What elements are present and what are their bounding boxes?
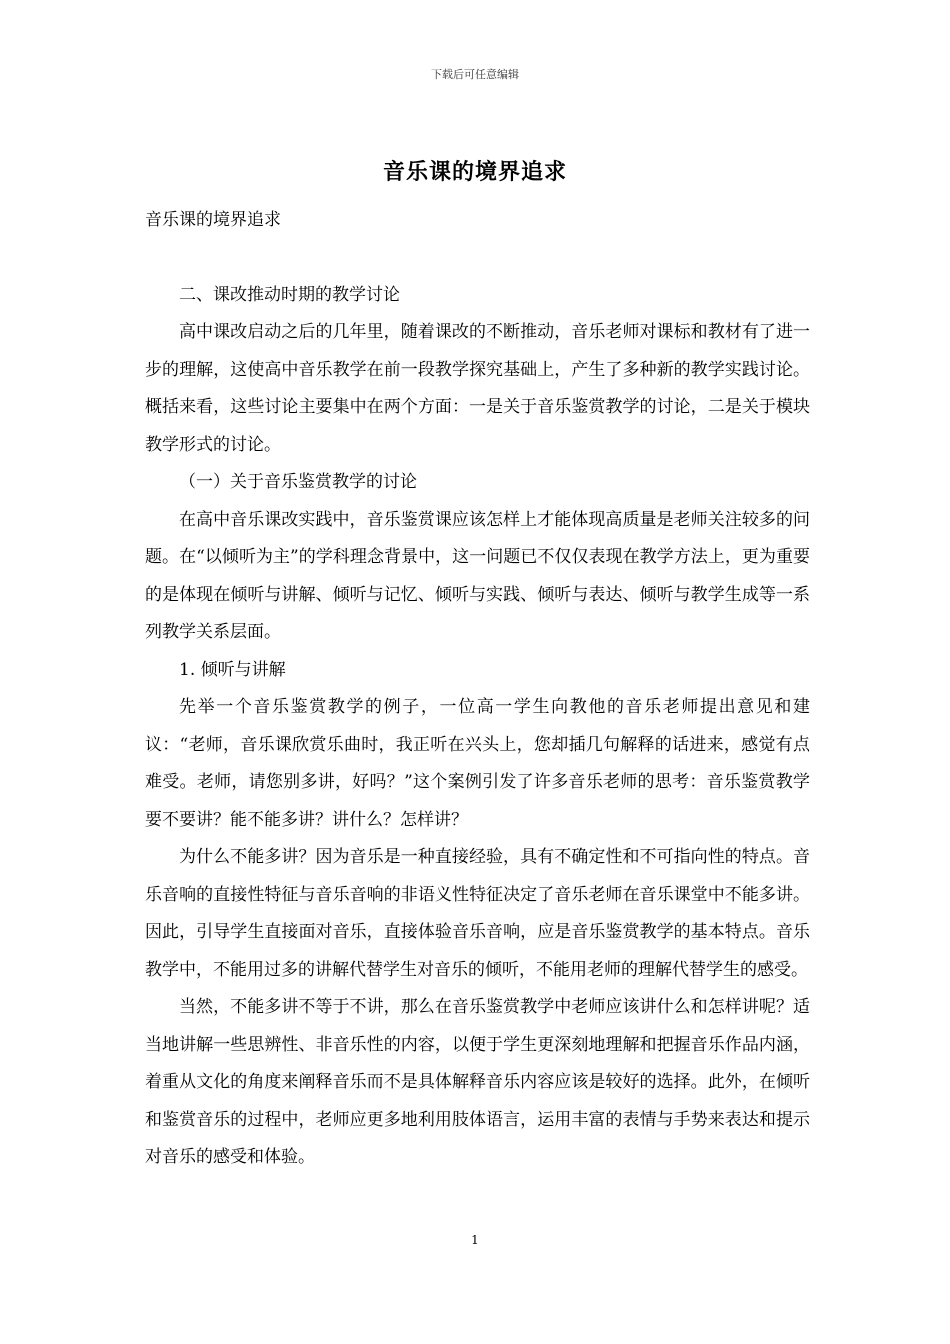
document-title: 音乐课的境界追求 [382,159,567,185]
document-body [145,202,810,1177]
item-heading: 1. 倾听与讲解 [179,659,286,680]
document-subtitle: 音乐课的境界追求 [145,210,281,230]
header-note: 下载后可任意编辑 [431,68,519,81]
subsection-heading: （一）关于音乐鉴赏教学的讨论 [179,472,417,492]
paragraph: 为什么不能多讲？因为音乐是一种直接经验，具有不确定性和不可指向性的特点。音乐音响的直接性特征与音乐音响的非语义性特征决定了音乐老师在音乐课堂中不能多讲。因此，引导学生直接面对音乐，直接体验音乐音响，应是音乐鉴赏教学的基本特点。音乐教学中，不能用过多的讲解代替学生对音乐的倾听，不能用老师的理解代替学生的感受。 [145,847,810,980]
paragraph: 当然，不能多讲不等于不讲，那么在音乐鉴赏教学中老师应该讲什么和怎样讲呢？适当地讲解一些思辨性、非音乐性的内容，以便于学生更深刻地理解和把握音乐作品内涵，着重从文化的角度来阐释音乐而不是具体解释音乐内容应该是较好的选择。此外，在倾听和鉴赏音乐的过程中，老师应更多地利用肢体语言，运用丰富的表情与手势来表达和提示对音乐的感受和体验。 [145,997,810,1167]
paragraph: 高中课改启动之后的几年里，随着课改的不断推动，音乐老师对课标和教材有了进一步的理解，这使高中音乐教学在前一段教学探究基础上，产生了多种新的教学实践讨论。概括来看，这些讨论主要集中在两个方面：一是关于音乐鉴赏教学的讨论，二是关于模块教学形式的讨论。 [145,322,810,455]
page-number: 1 [471,1233,479,1247]
section-heading: 二、课改推动时期的教学讨论 [179,284,400,305]
paragraph: 先举一个音乐鉴赏教学的例子，一位高一学生向教他的音乐老师提出意见和建议：“老师，音乐课欣赏乐曲时，我正听在兴头上，您却插几句解释的话进来，感觉有点难受。老师，请您别多讲，好吗？”这个案例引发了许多音乐老师的思考：音乐鉴赏教学要不要讲？能不能多讲？讲什么？怎样讲？ [145,697,810,830]
paragraph: 在高中音乐课改实践中，音乐鉴赏课应该怎样上才能体现高质量是老师关注较多的问题。在“以倾听为主”的学科理念背景中，这一问题已不仅仅表现在教学方法上，更为重要的是体现在倾听与讲解、倾听与记忆、倾听与实践、倾听与表达、倾听与教学生成等一系列教学关系层面。 [145,509,810,642]
